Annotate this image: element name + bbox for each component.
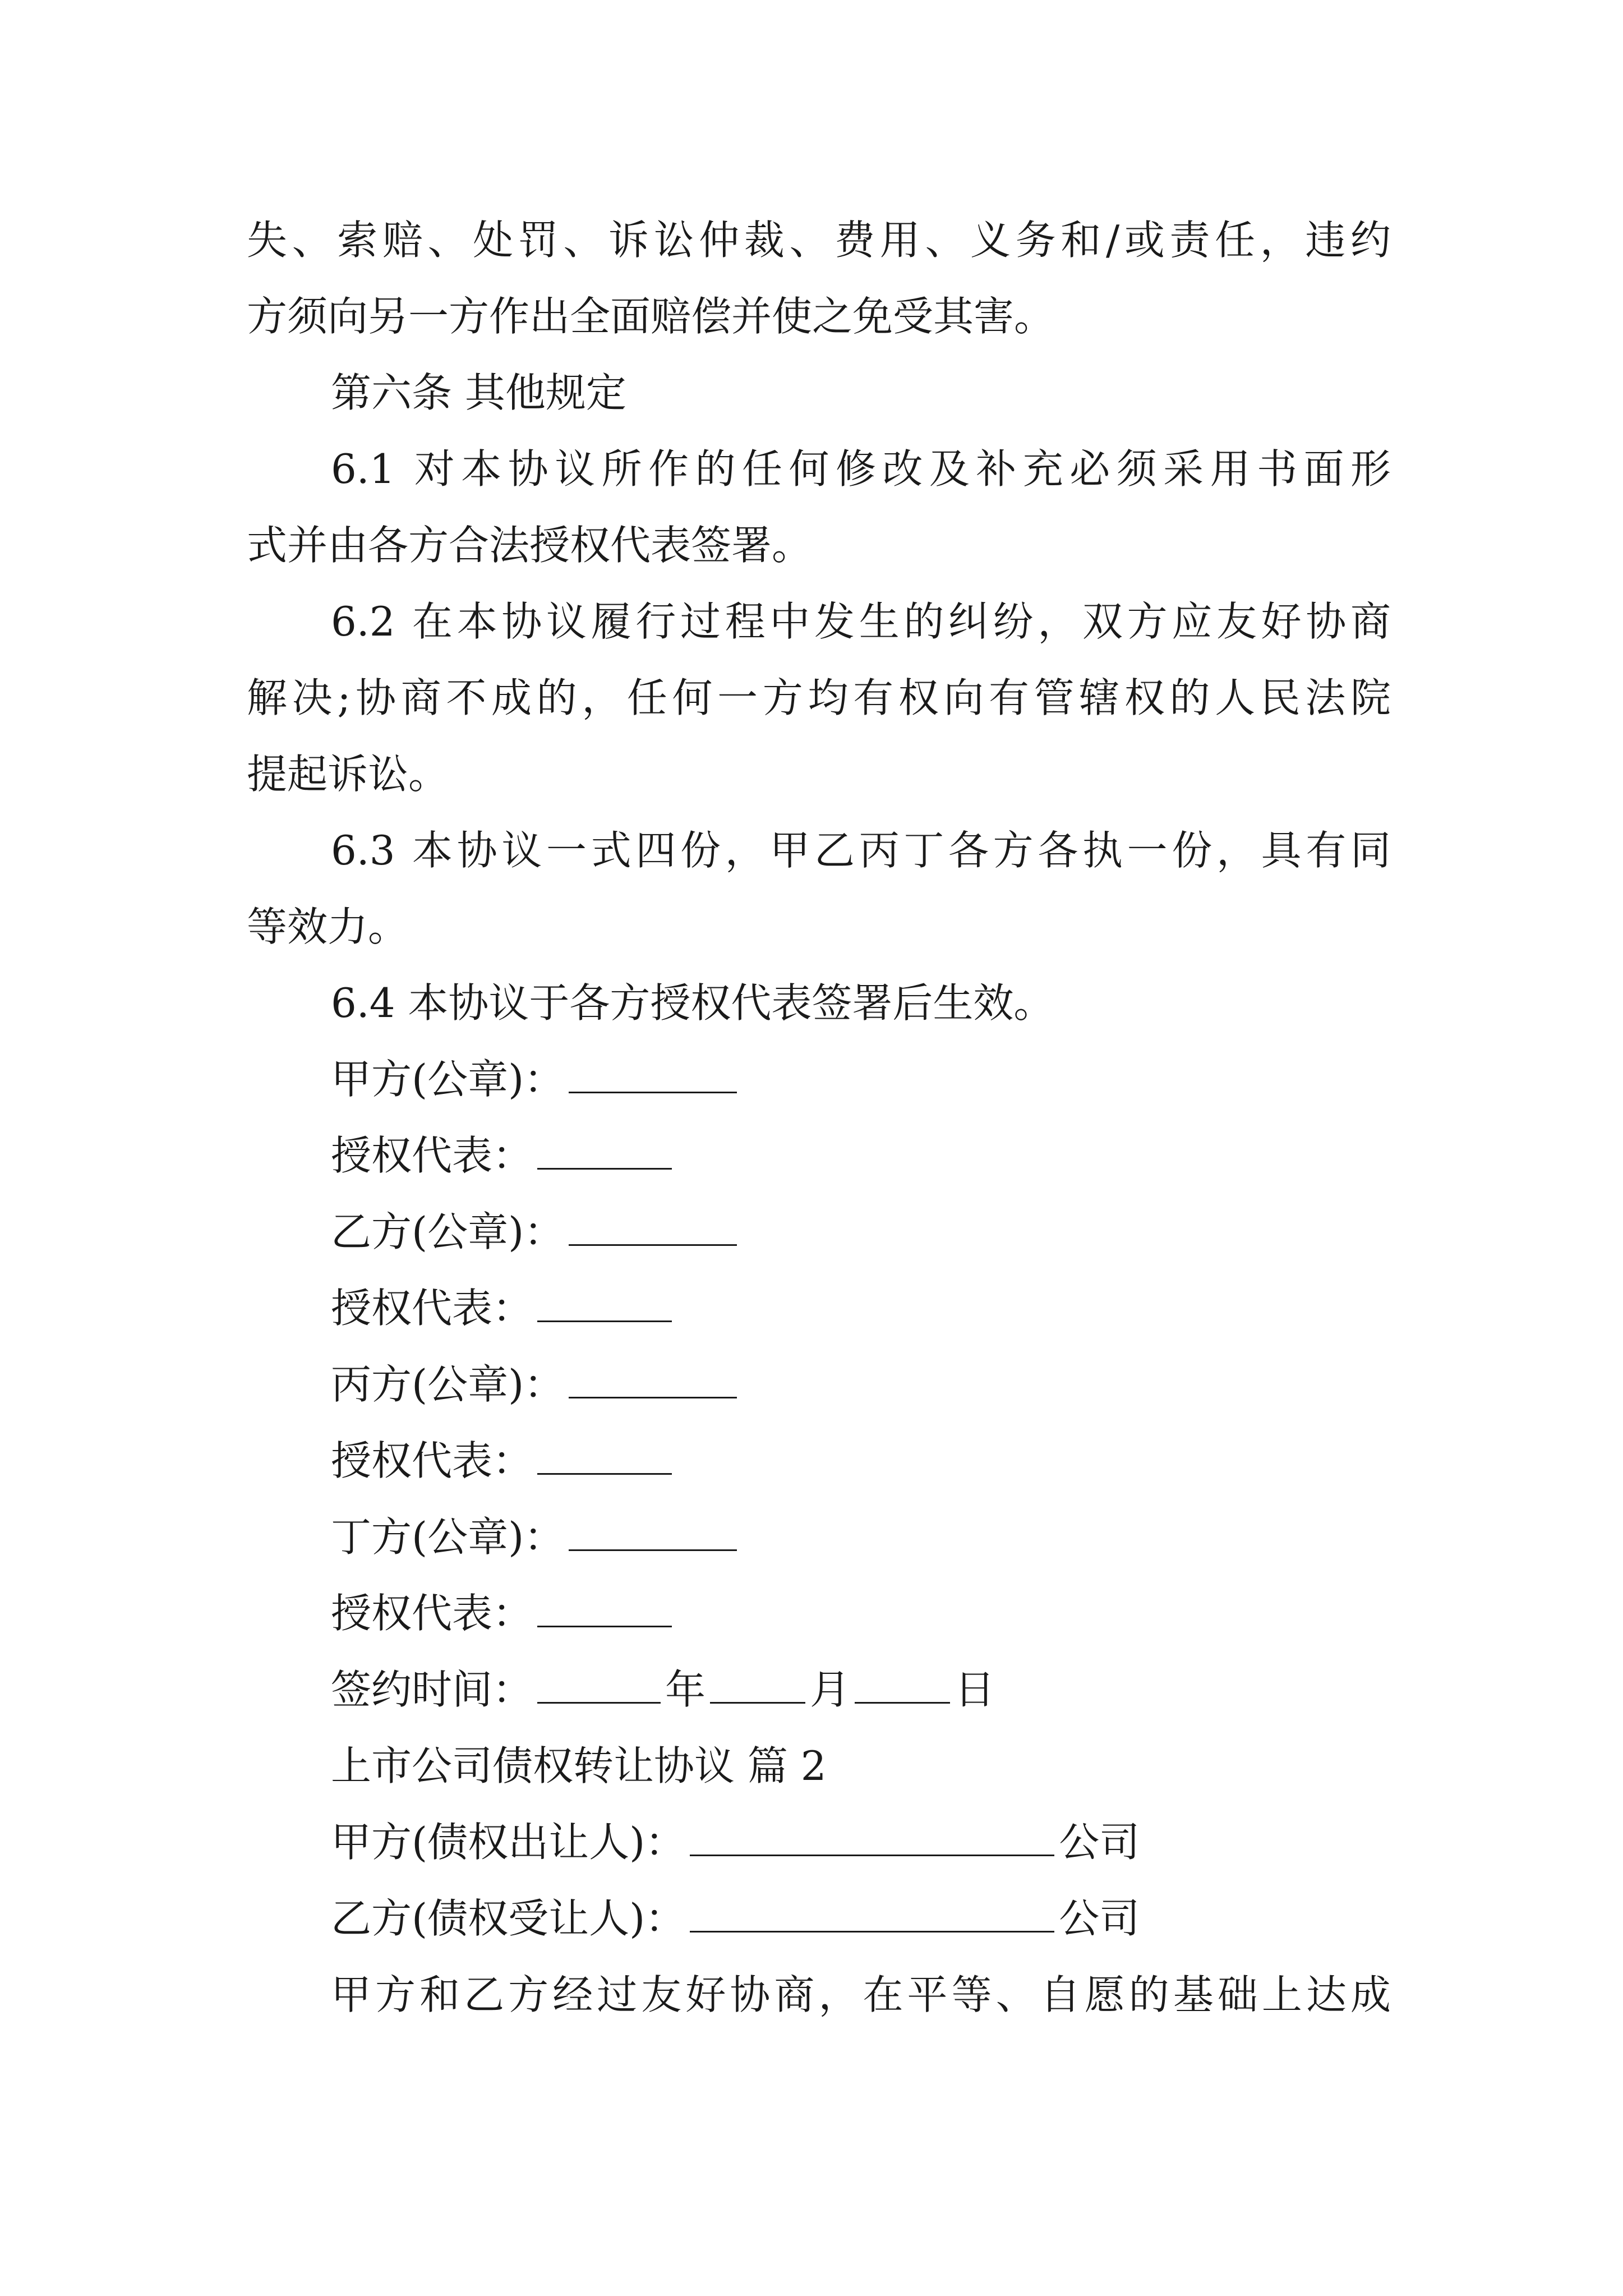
party-a-label: 甲方(公章)： bbox=[331, 1056, 565, 1103]
year-blank bbox=[537, 1671, 661, 1704]
party-b-label: 乙方(公章)： bbox=[331, 1208, 565, 1255]
signature-rep-d bbox=[247, 1575, 1391, 1651]
day-blank bbox=[855, 1671, 950, 1704]
clause-6-3-line: 6.3 本协议一式四份，甲乙丙丁各方各执一份，具有同 bbox=[331, 827, 1391, 874]
signing-date bbox=[247, 1651, 1391, 1728]
signature-party-b bbox=[247, 1194, 1391, 1270]
signature-party-d bbox=[247, 1499, 1391, 1575]
party-c-seal-blank bbox=[569, 1365, 737, 1398]
clause-6-2-line: 提起诉讼。 bbox=[247, 751, 449, 798]
party-d-label: 丁方(公章)： bbox=[331, 1513, 565, 1561]
rep-a-blank bbox=[537, 1137, 672, 1170]
paragraph-line: 方须向另一方作出全面赔偿并使之免受其害。 bbox=[247, 293, 1055, 340]
rep-d-label: 授权代表： bbox=[331, 1590, 533, 1637]
year-label: 年 bbox=[665, 1666, 706, 1713]
signature-rep-c bbox=[247, 1423, 1391, 1499]
clause-6-4-line: 6.4 本协议于各方授权代表签署后生效。 bbox=[331, 979, 1054, 1027]
month-label: 月 bbox=[810, 1666, 851, 1713]
signature-party-a bbox=[247, 1041, 1391, 1117]
clause-6-2-line: 6.2 在本协议履行过程中发生的纠纷，双方应友好协商 bbox=[331, 598, 1391, 645]
sign-date-label: 签约时间： bbox=[331, 1666, 533, 1713]
section-2-intro-line: 甲方和乙方经过友好协商，在平等、自愿的基础上达成 bbox=[331, 1971, 1391, 2018]
signature-rep-b bbox=[247, 1270, 1391, 1346]
party-d-seal-blank bbox=[569, 1518, 737, 1551]
section-2-party-a bbox=[247, 1804, 1391, 1880]
rep-c-label: 授权代表： bbox=[331, 1437, 533, 1484]
day-label: 日 bbox=[955, 1666, 995, 1713]
paragraph-line: 失、索赔、处罚、诉讼仲裁、费用、义务和/或责任，违约 bbox=[247, 217, 1391, 264]
party-a-seal-blank bbox=[569, 1060, 737, 1093]
rep-a-label: 授权代表： bbox=[331, 1132, 533, 1179]
company-suffix: 公司 bbox=[1059, 1819, 1140, 1866]
party-c-label: 丙方(公章)： bbox=[331, 1361, 565, 1408]
clause-6-1-line: 式并由各方合法授权代表签署。 bbox=[247, 522, 813, 569]
section-2-party-b bbox=[247, 1880, 1391, 1957]
signature-party-c bbox=[247, 1346, 1391, 1423]
rep-d-blank bbox=[537, 1594, 672, 1627]
company-suffix: 公司 bbox=[1059, 1895, 1140, 1942]
month-blank bbox=[710, 1671, 805, 1704]
section-2-title: 上市公司债权转让协议 篇 2 bbox=[331, 1742, 827, 1789]
signature-rep-a bbox=[247, 1117, 1391, 1194]
document-body bbox=[247, 202, 1391, 2033]
party-b-seal-blank bbox=[569, 1213, 737, 1246]
transferee-label: 乙方(债权受让人)： bbox=[331, 1895, 686, 1942]
transferor-blank bbox=[690, 1823, 1054, 1856]
clause-6-1-line: 6.1 对本协议所作的任何修改及补充必须采用书面形 bbox=[331, 445, 1391, 493]
transferor-label: 甲方(债权出让人)： bbox=[331, 1819, 686, 1866]
transferee-blank bbox=[690, 1899, 1054, 1932]
clause-6-3-line: 等效力。 bbox=[247, 903, 409, 950]
clause-6-2-line: 解决;协商不成的，任何一方均有权向有管辖权的人民法院 bbox=[247, 674, 1391, 721]
article-6-heading: 第六条 其他规定 bbox=[331, 369, 626, 416]
rep-b-blank bbox=[537, 1289, 672, 1322]
rep-b-label: 授权代表： bbox=[331, 1285, 533, 1332]
rep-c-blank bbox=[537, 1442, 672, 1475]
